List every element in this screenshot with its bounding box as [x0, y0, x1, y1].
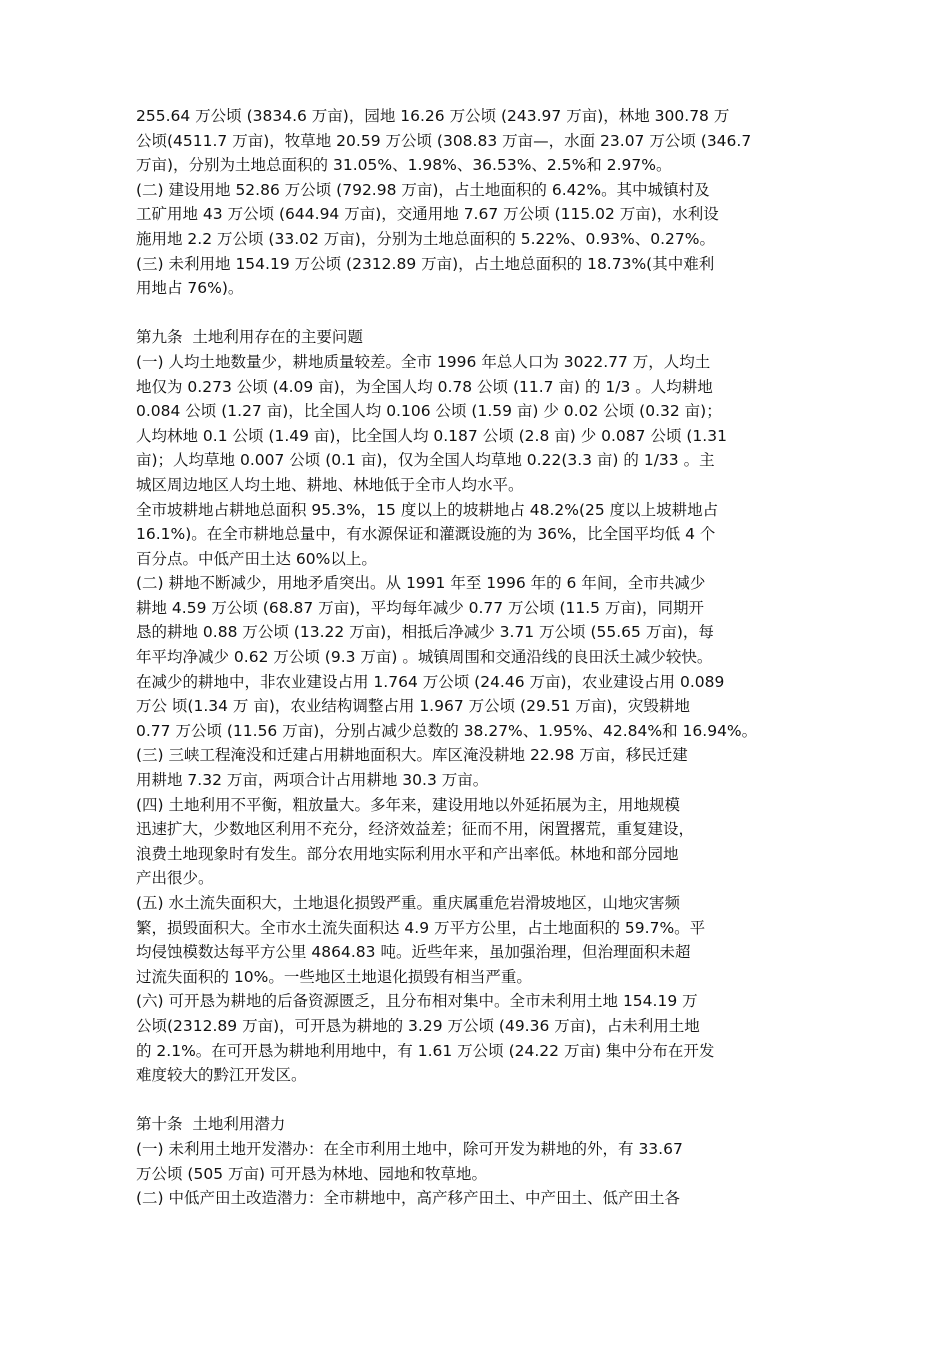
text-line: 产出很少。: [136, 869, 214, 888]
text-line: 用地占 76%)。: [136, 279, 244, 298]
blank-line: [136, 1088, 826, 1113]
text-line: 万公顷 (505 万亩) 可开恳为林地、园地和牧草地。: [136, 1164, 487, 1183]
text-line: 难度较大的黔江开发区。: [136, 1066, 307, 1085]
text-line: 公顷(4511.7 万亩)，牧草地 20.59 万公顷 (308.83 万亩—，水面 23.07 万公顷 (346.7: [136, 131, 752, 150]
text-line: (一) 未利用土地开发潜办：在全市利用土地中，除可开发为耕地的外，有 33.67: [136, 1139, 683, 1158]
text-line: 亩)；人均草地 0.007 公顷 (0.1 亩)，仅为全国人均草地 0.22(3.3 亩) 的 1/33 。主: [136, 451, 715, 470]
text-line: 浪费土地现象时有发生。部分农用地实际利用水平和产出率低。林地和部分园地: [136, 844, 679, 863]
text-line: 0.084 公顷 (1.27 亩)，比全国人均 0.106 公顷 (1.59 亩) 少 0.02 公顷 (0.32 亩)；: [136, 402, 722, 421]
blank-line: [136, 301, 826, 326]
text-line: 均侵蚀模数达每平方公里 4864.83 吨。近些年来，虽加强治理，但治理面积未超: [136, 943, 691, 962]
text-line: (三) 三峡工程淹没和迁建占用耕地面积大。库区淹没耕地 22.98 万亩，移民迁建: [136, 746, 688, 765]
document-body: [136, 104, 826, 1211]
text-line: (五) 水土流失面积大，土地退化损毁严重。重庆属重危岩滑坡地区，山地灾害频: [136, 894, 681, 912]
text-line: 的 2.1%。在可开恳为耕地利用地中，有 1.61 万公顷 (24.22 万亩) 集中分布在开发: [136, 1041, 715, 1060]
text-line: 0.77 万公顷 (11.56 万亩)，分别占减少总数的 38.27%、1.95%、42.84%和 16.94%。: [136, 721, 758, 740]
text-line: 耕地 4.59 万公顷 (68.87 万亩)，平均每年减少 0.77 万公顷 (11.5 万亩)，同期开: [136, 598, 705, 617]
text-line: 地仅为 0.273 公顷 (4.09 亩)，为全国人均 0.78 公顷 (11.7 亩) 的 1/3 。人均耕地: [136, 377, 713, 396]
text-line: 过流失面积的 10%。一些地区土地退化损毁有相当严重。: [136, 967, 532, 986]
text-line: 公顷(2312.89 万亩)，可开恳为耕地的 3.29 万公顷 (49.36 万亩)，占未利用土地: [136, 1016, 700, 1035]
text-line: 第十条 土地利用潜力: [136, 1115, 286, 1134]
text-line: 恳的耕地 0.88 万公顷 (13.22 万亩)，相抵后净减少 3.71 万公顷 (55.65 万亩)，每: [136, 623, 714, 642]
text-line: 全市坡耕地占耕地总面积 95.3%，15 度以上的坡耕地占 48.2%(25 度以上坡耕地占: [136, 500, 719, 519]
text-line: 施用地 2.2 万公顷 (33.02 万亩)，分别为土地总面积的 5.22%、0.93%、0.27%。: [136, 229, 715, 248]
text-line: 百分点。中低产田土达 60%以上。: [136, 549, 377, 568]
text-line: (四) 土地利用不平衡，粗放量大。多年来，建设用地以外延拓展为主，用地规模: [136, 795, 681, 814]
text-line: 繁，损毁面积大。全市水土流失面积达 4.9 万平方公里，占土地面积的 59.7%。平: [136, 918, 706, 937]
text-line: 万亩)，分别为土地总面积的 31.05%、1.98%、36.53%、2.5%和 2.97%。: [136, 156, 672, 175]
text-line: 人均林地 0.1 公顷 (1.49 亩)，比全国人均 0.187 公顷 (2.8 亩) 少 0.087 公顷 (1.31: [136, 426, 727, 445]
text-line: (二) 建设用地 52.86 万公顷 (792.98 万亩)，占土地面积的 6.42%。其中城镇村及: [136, 180, 710, 199]
text-line: (一) 人均土地数量少，耕地质量较差。全市 1996 年总人口为 3022.77 万，人均土: [136, 352, 711, 371]
text-line: 城区周边地区人均土地、耕地、林地低于全市人均水平。: [136, 475, 524, 494]
text-line: 第九条 土地利用存在的主要问题: [136, 328, 363, 347]
text-line: 迅速扩大，少数地区利用不充分，经济效益差；征而不用，闲置撂荒，重复建设，: [136, 820, 695, 839]
text-line: 万公 顷(1.34 万 亩)，农业结构调整占用 1.967 万公顷 (29.51 万亩)，灾毁耕地: [136, 697, 690, 716]
text-line: 255.64 万公顷 (3834.6 万亩)，园地 16.26 万公顷 (243.97 万亩)，林地 300.78 万: [136, 107, 730, 125]
text-line: (二) 中低产田土改造潜力：全市耕地中，高产移产田土、中产田土、低产田土各: [136, 1189, 681, 1208]
text-line: 年平均净减少 0.62 万公顷 (9.3 万亩) 。城镇周围和交通沿线的良田沃土减少较快。: [136, 648, 713, 667]
text-line: 用耕地 7.32 万亩，两项合计占用耕地 30.3 万亩。: [136, 771, 489, 790]
text-line: 16.1%)。在全市耕地总量中，有水源保证和灌溉设施的为 36%，比全国平均低 4 个: [136, 525, 716, 544]
text-line: 在减少的耕地中，非农业建设占用 1.764 万公顷 (24.46 万亩)，农业建设占用 0.089: [136, 672, 725, 691]
text-line: (六) 可开恳为耕地的后备资源匮乏，且分布相对集中。全市未利用土地 154.19 万: [136, 992, 698, 1011]
text-line: (二) 耕地不断减少，用地矛盾突出。从 1991 年至 1996 年的 6 年间，全市共减少: [136, 574, 706, 593]
text-line: 工矿用地 43 万公顷 (644.94 万亩)，交通用地 7.67 万公顷 (115.02 万亩)，水利设: [136, 205, 719, 224]
text-line: (三) 未利用地 154.19 万公顷 (2312.89 万亩)，占土地总面积的 18.73%(其中难利: [136, 254, 715, 273]
